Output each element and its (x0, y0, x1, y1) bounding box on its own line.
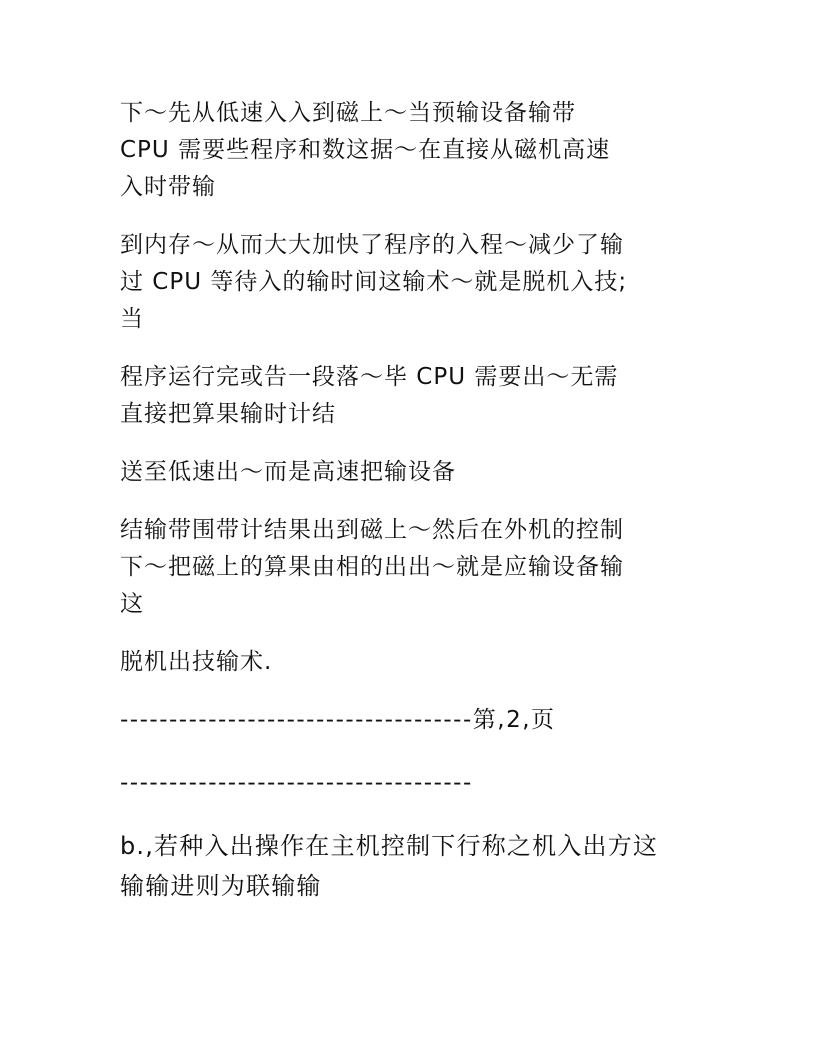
paragraph-1 (120, 95, 700, 206)
text-line: 脱机出技输术. (120, 649, 273, 675)
text-line: 结输带围带计结果出到磁上～然后在外机的控制 (120, 517, 624, 543)
page-number-label: 第,2,页 (472, 707, 556, 733)
text-line: CPU 需要些程序和数这据～在直接从磁机高速 (120, 137, 611, 163)
paragraph-2 (120, 227, 700, 338)
separator-dashes: ------------------------------------ (120, 770, 473, 796)
text-line: 到内存～从而大大加快了程序的入程～减少了输 (120, 232, 624, 258)
document-page (120, 95, 700, 927)
text-line: 这 (120, 591, 144, 617)
text-line: 输输进则为联输输 (120, 872, 322, 900)
text-line: 入时带输 (120, 174, 216, 200)
paragraph-final (120, 826, 700, 906)
text-line: 当 (120, 306, 144, 332)
text-line: 过 CPU 等待入的输时间这输术～就是脱机入技; (120, 269, 628, 295)
page-marker-bottom (120, 765, 700, 802)
paragraph-3 (120, 359, 700, 433)
text-line: b.,若种入出操作在主机控制下行称之机入出方这 (120, 832, 659, 860)
text-line: 送至低速出～而是高速把输设备 (120, 459, 456, 485)
paragraph-6 (120, 644, 700, 681)
text-line: 直接把算果输时计结 (120, 401, 336, 427)
paragraph-5 (120, 512, 700, 623)
paragraph-4 (120, 454, 700, 491)
text-line: 下～把磁上的算果由相的出出～就是应输设备输 (120, 554, 624, 580)
text-line: 下～先从低速入入到磁上～当预输设备输带 (120, 100, 576, 126)
text-line: 程序运行完或告一段落～毕 CPU 需要出～无需 (120, 364, 619, 390)
separator-dashes: ------------------------------------ (120, 707, 473, 733)
page-marker-top (120, 702, 700, 739)
